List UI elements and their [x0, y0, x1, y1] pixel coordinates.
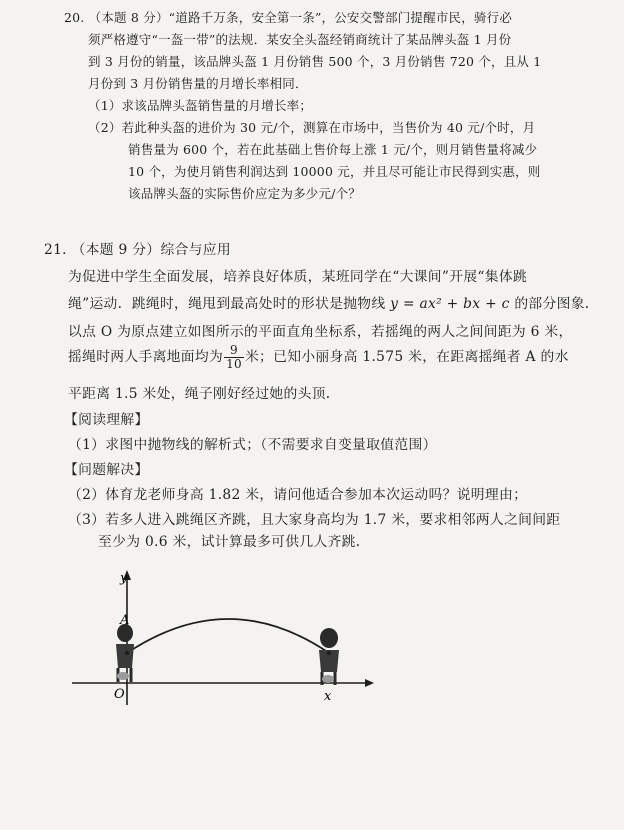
point-a-label: A [120, 613, 130, 628]
origin-label: O [114, 687, 125, 702]
x-axis-arrow [365, 679, 374, 687]
q21-sub-1: （1）求图中抛物线的解析式；（不需要求自变量取值范围） [68, 437, 437, 453]
section-reading: 【阅读理解】 [64, 412, 149, 428]
q20-sub-2-line-4: 该品牌头盔的实际售价应定为多少元/个？ [128, 186, 362, 201]
q20-sub-2-line-2: 销售量为 600 个，若在此基础上售价每上涨 1 元/个，则月销售量将减少 [128, 142, 538, 157]
q21-p4-pre: 摇绳时两人手离地面均为 [68, 349, 224, 365]
q20-sub-1: （1）求该品牌头盔销售量的月增长率； [88, 98, 313, 113]
q21-sub-3-line-1: （3）若多人进入跳绳区齐跳，且大家身高均为 1.7 米，要求相邻两人之间间距 [68, 512, 561, 528]
q21-paragraph-line-5: 平距离 1.5 米处，绳子刚好经过她的头顶． [68, 386, 340, 402]
q21-paragraph-line-1: 为促进中学生全面发展，培养良好体质，某班同学在“大课间”开展“集体跳 [68, 269, 528, 285]
right-rope-holder [319, 628, 339, 685]
q21-p2-pre: 绳”运动．跳绳时，绳甩到最高处时的形状是抛物线 [68, 296, 391, 312]
rope-parabola [127, 619, 329, 653]
q21-p2-post: 的部分图象． [509, 296, 599, 312]
parabola-formula: y = ax² + bx + c [390, 296, 510, 312]
q21-sub-3-line-2: 至少为 0.6 米，试计算最多可供几人齐跳． [98, 534, 370, 550]
q20-line-4: 月份到 3 月份销售量的月增长率相同． [88, 76, 308, 91]
q21-sub-2: （2）体育龙老师身高 1.82 米，请问他适合参加本次运动吗？说明理由； [68, 487, 528, 503]
fraction-numerator: 9 [224, 344, 244, 358]
q20-sub-2-line-1: （2）若此种头盔的进价为 30 元/个，测算在市场中，当售价为 40 元/个时，月 [88, 120, 536, 135]
left-rope-holder [116, 624, 134, 682]
q20-line-3: 到 3 月份的销量，该品牌头盔 1 月份销售 500 个，3 月份销售 720 个，且从 1 [88, 54, 542, 69]
q20-line-1: 20. （本题 8 分）“道路千万条，安全第一条”，公安交警部门提醒市民，骑行必 [64, 10, 513, 25]
q21-paragraph-line-3: 以点 O 为原点建立如图所示的平面直角坐标系，若摇绳的两人之间间距为 6 米， [68, 324, 573, 340]
q20-sub-2-line-3: 10 个，为使月销售利润达到 10000 元，并且尽可能让市民得到实惠，则 [128, 164, 541, 179]
x-axis-label: x [324, 689, 332, 704]
q20-line-2: 须严格遵守“一盔一带”的法规．某安全头盔经销商统计了某品牌头盔 1 月份 [88, 32, 512, 47]
q21-p4-post: 米；已知小丽身高 1.575 米，在距离摇绳者 A 的水 [244, 349, 569, 365]
q21-header: 21. （本题 9 分）综合与应用 [44, 242, 231, 258]
y-axis-label: y [120, 571, 128, 586]
fraction-denominator: 10 [226, 357, 242, 371]
section-problem: 【问题解决】 [64, 462, 149, 478]
